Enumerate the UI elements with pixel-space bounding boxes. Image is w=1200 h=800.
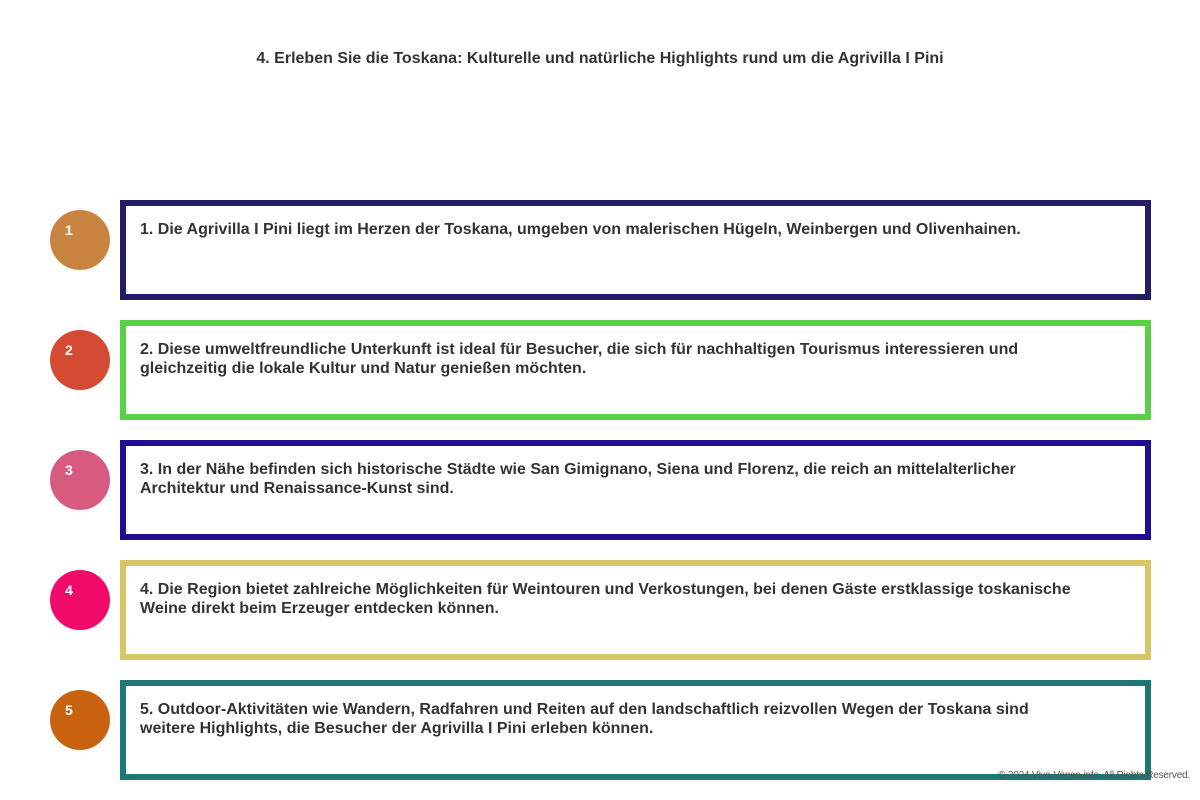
text-card bbox=[120, 440, 1151, 540]
list-item-1 bbox=[0, 200, 1200, 300]
card-text: 4. Die Region bietet zahlreiche Möglichkeiten für Weintouren und Verkostungen, bei denen Gäste erstklassige toskanische Weine direkt beim Erzeuger entdecken können. bbox=[140, 581, 1071, 617]
card-text: 2. Diese umweltfreundliche Unterkunft ist ideal für Besucher, die sich für nachhaltigen Tourismus interessieren und gleichzeitig die lokale Kultur und Natur genießen möchten. bbox=[140, 341, 1019, 377]
badge-number: 2 bbox=[65, 342, 73, 358]
number-badge bbox=[50, 450, 110, 510]
list-item-5 bbox=[0, 680, 1200, 780]
badge-number: 1 bbox=[65, 222, 73, 238]
number-badge bbox=[50, 210, 110, 270]
number-badge bbox=[50, 570, 110, 630]
card-text: 5. Outdoor-Aktivitäten wie Wandern, Radfahren und Reiten auf den landschaftlich reizvollen Wegen der Toskana sind weitere Highlights, die Besucher der Agrivilla I Pini erleben können. bbox=[140, 701, 1029, 737]
copyright-footer: © 2024 Viva-Vegan.info. All Rights Reserved. bbox=[998, 770, 1190, 781]
list-item-3 bbox=[0, 440, 1200, 540]
list-item-4 bbox=[0, 560, 1200, 660]
text-card bbox=[120, 680, 1151, 780]
page-title: 4. Erleben Sie die Toskana: Kulturelle und natürliche Highlights rund um die Agrivilla I Pini bbox=[256, 50, 944, 67]
list-item-2 bbox=[0, 320, 1200, 420]
badge-number: 5 bbox=[65, 702, 73, 718]
number-badge bbox=[50, 690, 110, 750]
card-text: 3. In der Nähe befinden sich historische Städte wie San Gimignano, Siena und Florenz, die reich an mittelalterlicher Architektur und Renaissance-Kunst sind. bbox=[140, 461, 1016, 497]
text-card bbox=[120, 320, 1151, 420]
badge-number: 4 bbox=[65, 582, 73, 598]
badge-number: 3 bbox=[65, 462, 73, 478]
number-badge bbox=[50, 330, 110, 390]
text-card bbox=[120, 560, 1151, 660]
card-text: 1. Die Agrivilla I Pini liegt im Herzen der Toskana, umgeben von malerischen Hügeln, Weinbergen und Olivenhainen. bbox=[140, 221, 1021, 238]
text-card bbox=[120, 200, 1151, 300]
